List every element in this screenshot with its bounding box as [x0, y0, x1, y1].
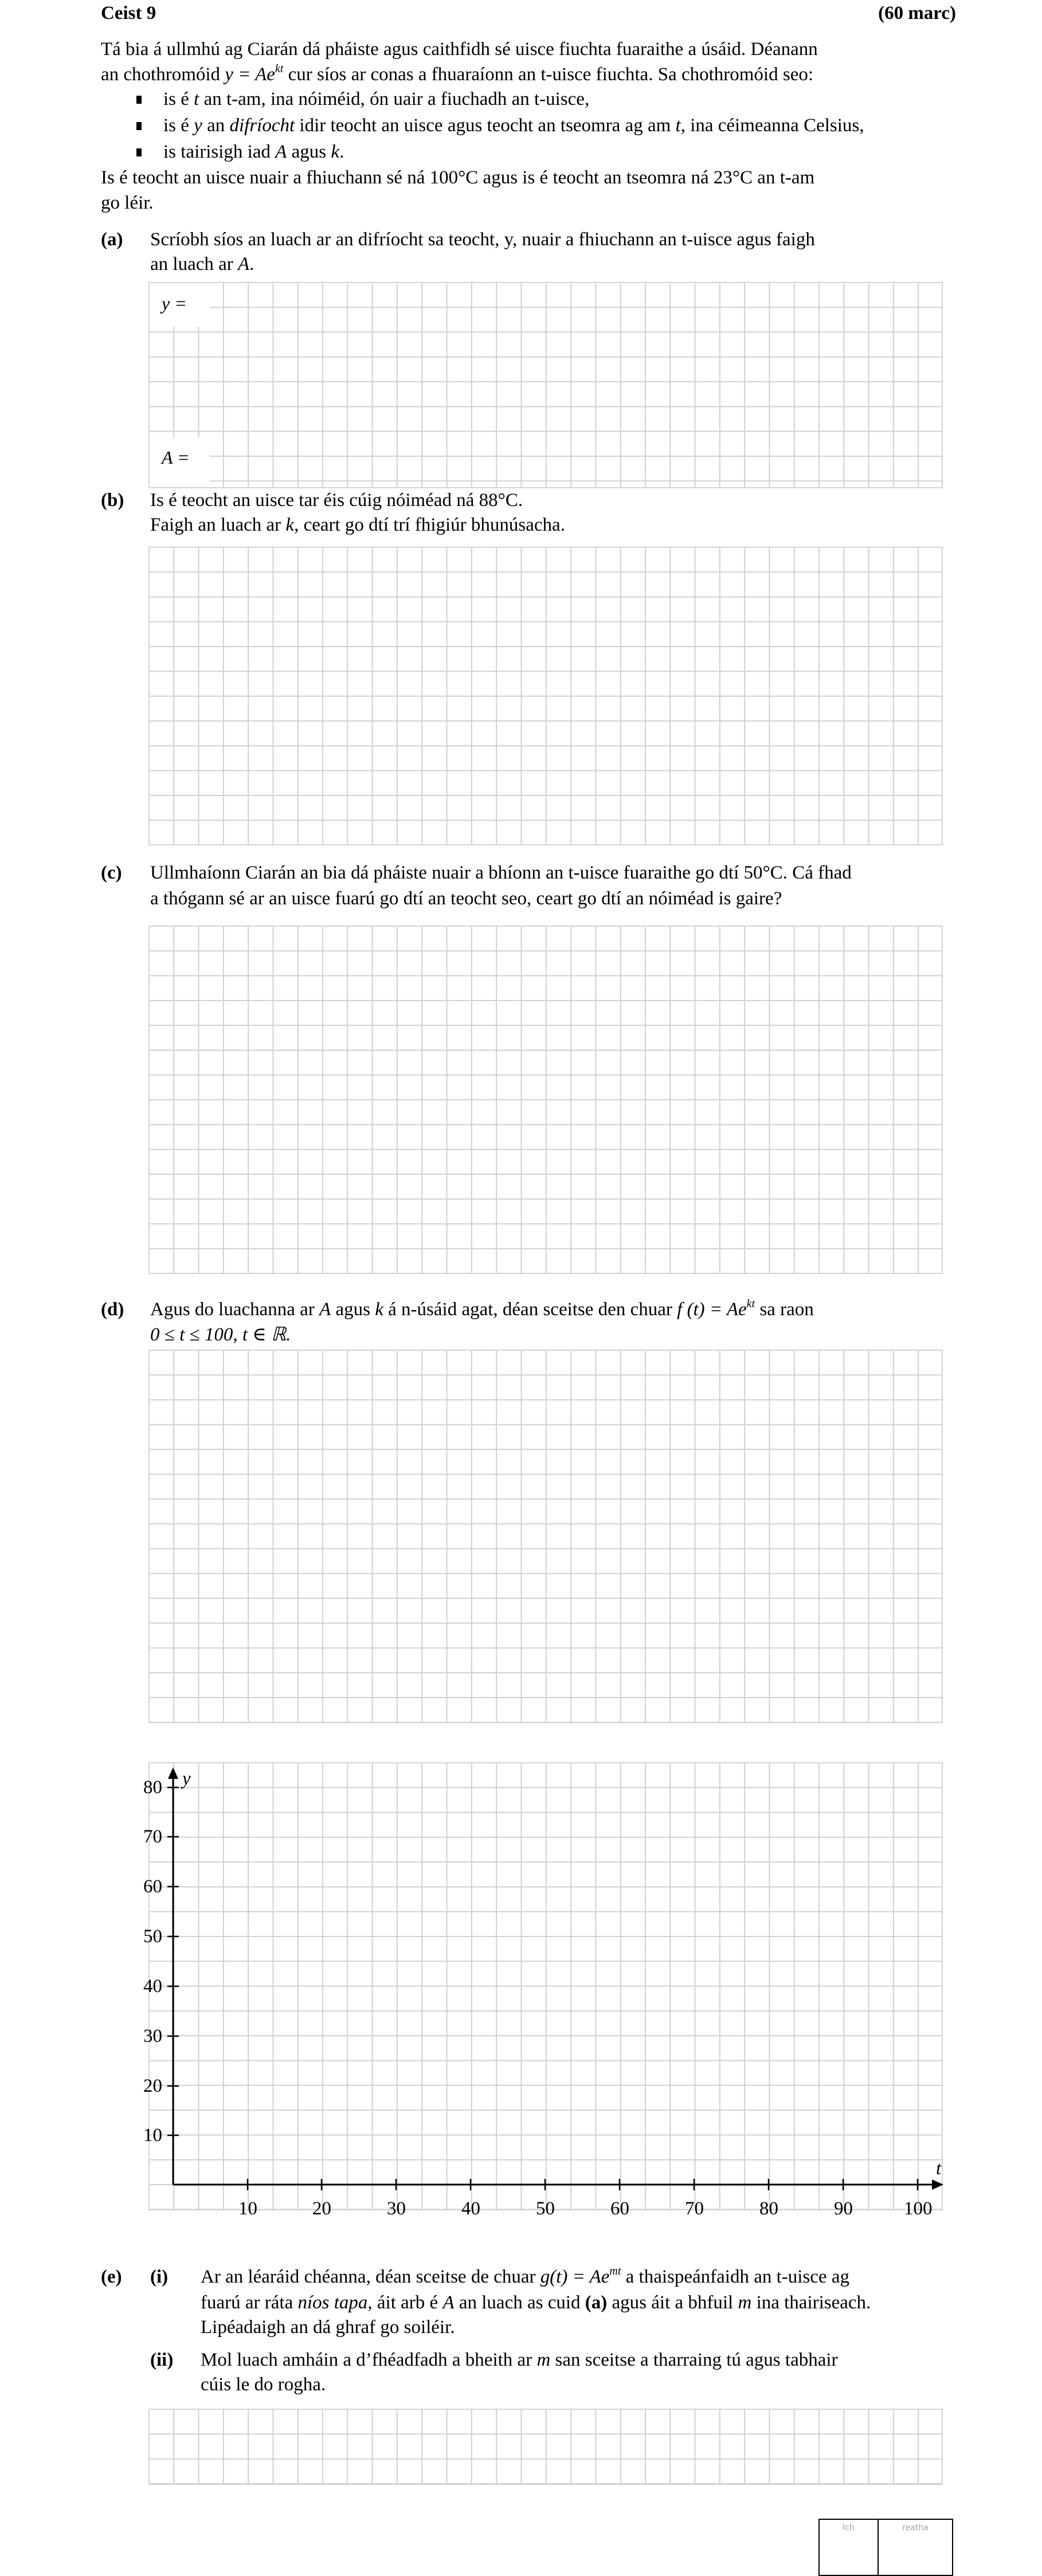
intro-line-1: Tá bia á ullmhú ag Ciarán dá pháiste agus caithfidh sé uisce fiuchta fuaraithe a úsáid. Déanann: [101, 39, 818, 60]
y-tick-label: 70: [143, 1826, 162, 1847]
part-b-line-2: Faigh an luach ar k, ceart go dtí trí fhigiúr bhunúsacha.: [150, 515, 565, 535]
part-e-label: (e): [101, 2267, 122, 2287]
part-a-line-1: Scríobh síos an luach ar an difríocht sa teocht, y, nuair a fhiuchann an t-uisce agus faigh: [150, 229, 815, 250]
x-tick-label: 10: [238, 2198, 257, 2219]
x-tick-label: 40: [461, 2198, 480, 2219]
y-axis-label: y: [182, 1769, 191, 1789]
y-tick-label: 80: [143, 1777, 162, 1798]
x-tick-label: 50: [536, 2198, 555, 2219]
equation: = Ae: [233, 64, 275, 85]
part-e-ii-label: (ii): [150, 2350, 174, 2370]
intro-line-4: go léir.: [101, 193, 154, 213]
part-c-line-1: Ullmhaíonn Ciarán an bia dá pháiste nuair a bhíonn an t-uisce fuaraithe go dtí 50°C. Cá fhad: [150, 862, 852, 883]
x-tick-label: 20: [312, 2198, 331, 2219]
mark-box-running: [878, 2519, 953, 2576]
part-e-i-line-1: Ar an léaráid chéanna, déan sceitse de chuar $g(t) = Ae^{mt}$ a thaispeánfaidh an t-uisce ag: [201, 2265, 849, 2287]
question-title: Ceist 9: [101, 3, 156, 23]
y-tick-label: 20: [143, 2076, 162, 2096]
part-e-i-label: (i): [150, 2267, 169, 2287]
x-tick-label: 70: [685, 2198, 704, 2219]
x-tick-label: 30: [387, 2198, 406, 2219]
part-b-label: (b): [101, 490, 124, 511]
intro-line-3: Is é teocht an uisce nuair a fhiuchann sé ná 100°C agus is é teocht an tseomra ná 23°C an t-am: [101, 167, 815, 188]
part-d-label: (d): [101, 1299, 124, 1320]
x-tick-label: 60: [610, 2198, 629, 2219]
y-tick-label: 60: [143, 1876, 162, 1897]
y-tick-label: 50: [143, 1926, 162, 1947]
x-axis-arrow-icon: [932, 2179, 943, 2190]
mark-box-page-label: lch: [843, 2523, 855, 2532]
part-d-line-2: 0 ≤ t ≤ 100, t ∈ ℝ.: [150, 1324, 291, 1345]
x-tick-label: 100: [904, 2198, 933, 2219]
part-b-line-1: Is é teocht an uisce tar éis cúig nóiméad ná 88°C.: [150, 490, 523, 511]
answer-A-label: A =: [162, 447, 190, 468]
part-e-ii-line-1: Mol luach amháin a d’fhéadfadh a bheith ar m san sceitse a tharraing tú agus tabhair: [201, 2350, 838, 2370]
intro-bullet-1: is é t an t-am, ina nóiméid, ón uair a fiuchadh an t-uisce,: [163, 89, 590, 109]
mark-box-page: [818, 2519, 879, 2576]
y-tick-label: 30: [143, 2026, 162, 2046]
y-axis-arrow-icon: [168, 1767, 178, 1779]
part-c-label: (c): [101, 862, 122, 883]
intro-bullet-2: is é y an difríocht idir teocht an uisce agus teocht an tseomra ag am t, ina céimeanna Celsius,: [163, 115, 864, 136]
part-a-line-2: an luach ar A.: [150, 254, 254, 275]
part-e-ii-line-2: cúis le do rogha.: [201, 2374, 326, 2395]
intro-bullet-3: is tairisigh iad A agus k.: [163, 142, 344, 162]
part-d-line-1: Agus do luachanna ar A agus k á n-úsáid agat, déan sceitse den chuar f $(t) = Ae^{kt}$ sa raon: [150, 1297, 814, 1320]
answer-y-label: y =: [162, 293, 187, 313]
part-c-line-2: a thógann sé ar an uisce fuarú go dtí an teocht seo, ceart go dtí an nóiméad is gaire?: [150, 888, 782, 909]
x-tick-label: 80: [759, 2198, 778, 2219]
part-e-i-line-3: Lipéadaigh an dá ghraf go soiléir.: [201, 2317, 455, 2338]
mark-box-running-label: reatha: [902, 2523, 929, 2532]
part-e-i-line-2: fuarú ar ráta níos tapa, áit arb é A an luach as cuid (a) agus áit a bhfuil m ina thairiseach.: [201, 2292, 871, 2313]
x-tick-label: 90: [834, 2198, 853, 2219]
intro-line-2: an chothromóid $y = Ae^{kt}$ cur síos ar conas a fhuaraíonn an t-uisce fiuchta. Sa chothromóid seo:: [101, 62, 814, 85]
y-tick-label: 10: [143, 2125, 162, 2146]
part-a-label: (a): [101, 229, 123, 250]
answer-area-e[interactable]: [148, 2409, 943, 2485]
x-axis-label: t: [936, 2158, 942, 2179]
question-marks: (60 marc): [878, 3, 956, 23]
y-tick-label: 40: [143, 1976, 162, 1997]
